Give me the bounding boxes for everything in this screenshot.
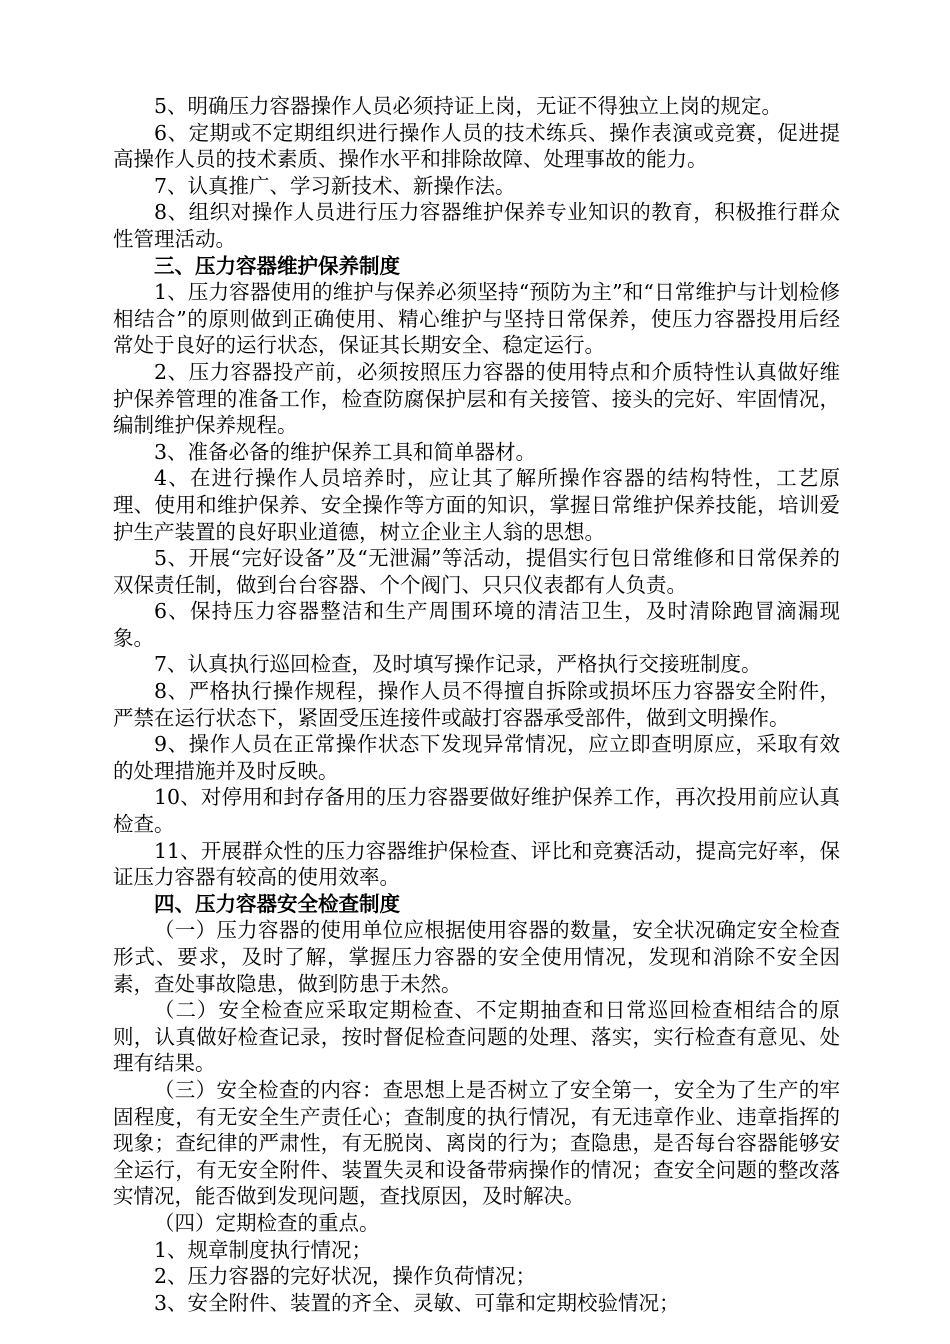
section-heading: 三、压力容器维护保养制度 bbox=[154, 253, 400, 278]
paragraph: 7、认真执行巡回检查，及时填写操作记录，严格执行交接班制度。 bbox=[154, 652, 762, 677]
paragraph: 10、对停用和封存备用的压力容器要做好维护保养工作，再次投用前应认真检查。 bbox=[113, 785, 840, 837]
paragraph: 5、明确压力容器操作人员必须持证上岗，无证不得独立上岗的规定。 bbox=[154, 94, 783, 118]
paragraph: （二）安全检查应采取定期检查、不定期抽查和日常巡回检查相结合的原则，认真做好检查记录，按时督促检查问题的处理、落实，实行检查有意见、处理有结果。 bbox=[113, 998, 840, 1076]
paragraph: 1、压力容器使用的维护与保养必须坚持“预防为主”和“日常维护与计划检修相结合”的原则做到正确使用、精心维护与坚持日常保养，使压力容器投用后经常处于良好的运行状态，保证其长期安全、稳定运行。 bbox=[113, 280, 840, 358]
paragraph: （一）压力容器的使用单位应根据使用容器的数量，安全状况确定安全检查形式、要求，及时了解，掌握压力容器的安全使用情况，发现和消除不安全因素，查处事故隐患，做到防患于未然。 bbox=[113, 918, 840, 996]
paragraph: 7、认真推广、学习新技术、新操作法。 bbox=[154, 173, 516, 198]
paragraph: 2、压力容器的完好状况，操作负荷情况； bbox=[154, 1264, 537, 1289]
paragraph: 6、定期或不定期组织进行操作人员的技术练兵、操作表演或竞赛，促进提高操作人员的技术素质、操作水平和排除故障、处理事故的能力。 bbox=[113, 120, 840, 172]
paragraph: 11、开展群众性的压力容器维护保检查、评比和竞赛活动，提高完好率，保证压力容器有较高的使用效率。 bbox=[113, 838, 840, 890]
paragraph: 9、操作人员在正常操作状态下发现异常情况，应立即查明原应，采取有效的处理措施并及时反映。 bbox=[113, 732, 840, 783]
paragraph: 2、压力容器投产前，必须按照压力容器的使用特点和介质特性认真做好维护保养管理的准备工作，检查防腐保护层和有关接管、接头的完好、牢固情况，编制维护保养规程。 bbox=[113, 359, 840, 438]
paragraph: 4、在进行操作人员培养时，应让其了解所操作容器的结构特性，工艺原理、使用和维护保养、安全操作等方面的知识，掌握日常维护保养技能，培训爱护生产装置的良好职业道德，树立企业主人翁的思想。 bbox=[113, 466, 840, 544]
paragraph: 3、安全附件、装置的齐全、灵敏、可靠和定期校验情况； bbox=[154, 1290, 680, 1315]
paragraph: 1、规章制度执行情况； bbox=[154, 1237, 373, 1262]
paragraph: 8、组织对操作人员进行压力容器维护保养专业知识的教育，积极推行群众性管理活动。 bbox=[113, 200, 840, 251]
section-heading: 四、压力容器安全检查制度 bbox=[154, 891, 400, 916]
paragraph: 8、严格执行操作规程，操作人员不得擅自拆除或损坏压力容器安全附件，严禁在运行状态下，紧固受压连接件或敲打容器承受部件，做到文明操作。 bbox=[113, 679, 840, 730]
paragraph: 6、保持压力容器整洁和生产周围环境的清洁卫生，及时清除跑冒滴漏现象。 bbox=[113, 599, 840, 650]
paragraph: （四）定期检查的重点。 bbox=[154, 1210, 380, 1235]
paragraph: 3、准备必备的维护保养工具和简单器材。 bbox=[154, 439, 537, 464]
paragraph: 5、开展“完好设备”及“无泄漏”等活动，提倡实行包日常维修和日常保养的双保责任制，做到台台容器、个个阀门、只只仪表都有人负责。 bbox=[113, 546, 840, 597]
paragraph: （三）安全检查的内容：查思想上是否树立了安全第一，安全为了生产的牢固程度，有无安全生产责任心；查制度的执行情况，有无违章作业、违章指挥的现象；查纪律的严肃性，有无脱岗、离岗的行为；查隐患，是否每台容器能够安全运行，有无安全附件、装置失灵和设备带病操作的情况；查安全问题的整改落实情况，能否做到发现问题，查找原因，及时解决。 bbox=[113, 1077, 840, 1209]
